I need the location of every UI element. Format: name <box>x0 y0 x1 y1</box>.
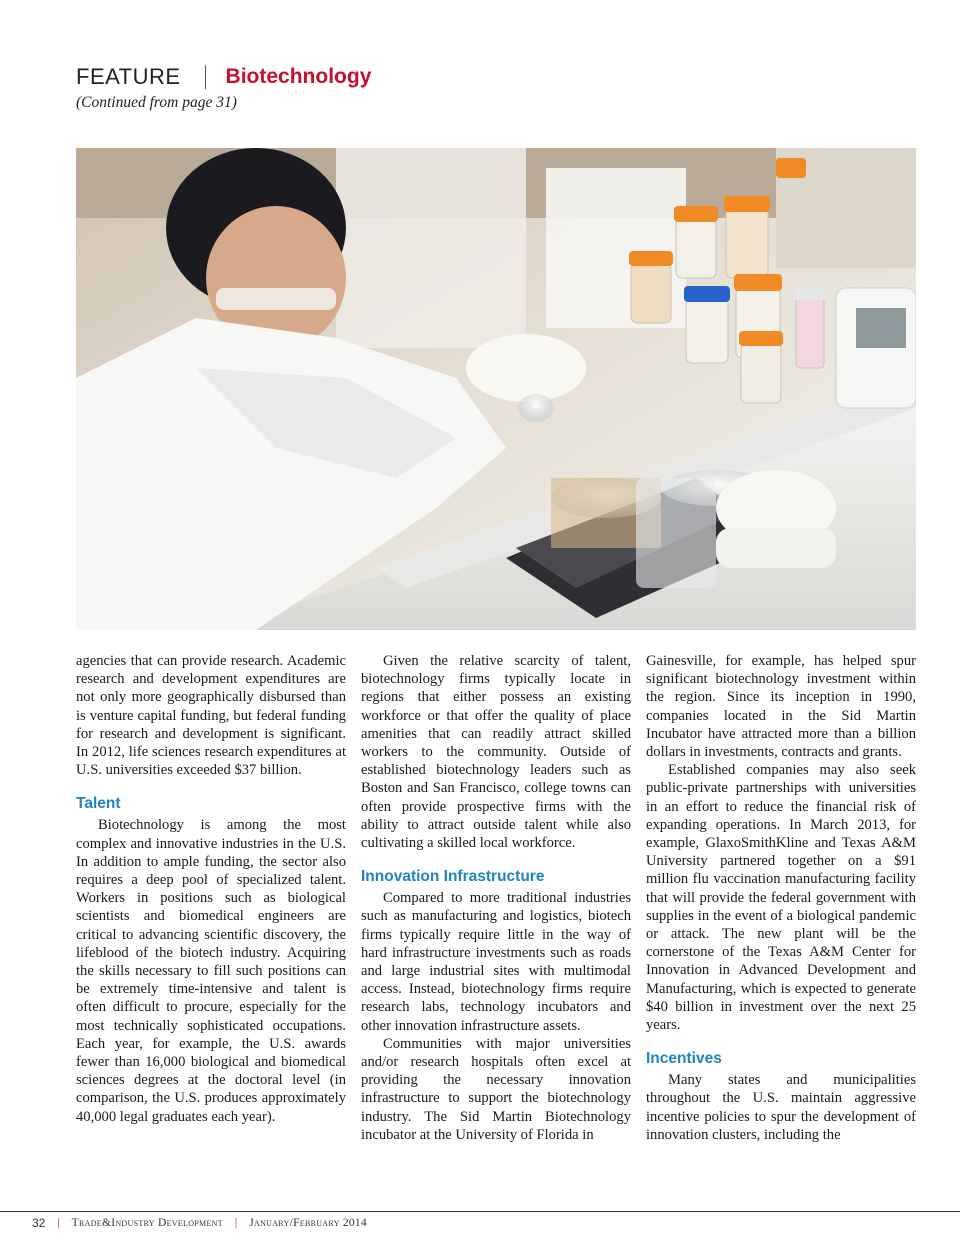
paragraph: agencies that can provide research. Academic research and development expenditures are not only more geographically disbursed than is venture capital funding, but federal funding for research and development is significant. In 2012, life sciences research expenditures at U.S. universities exceeded $37 billion. <box>76 653 346 779</box>
section-label: FEATURE <box>76 64 181 89</box>
footer-rule <box>0 1211 960 1212</box>
article-column-1 <box>76 652 346 1126</box>
footer-separator: | <box>234 1217 238 1229</box>
issue-date: January/February 2014 <box>249 1217 368 1229</box>
topic-title: Biotechnology <box>225 65 372 88</box>
section-heading-incentives: Incentives <box>646 1050 722 1068</box>
lab-scientist-photo <box>76 148 916 630</box>
header-divider <box>205 65 206 89</box>
paragraph: Established companies may also seek public-private partnerships with universities in an effort to reduce the financial risk of expanding operations. In March 2013, for example, GlaxoSmithKline and Texas A&M University partnered together on a $91 million flu vaccination manufacturing facility that will provide the federal government with supplies in the event of a biological pandemic or attack. The new plant will be the cornerstone of the Texas A&M Center for Innovation in Advanced Development and Manufacturing, which is expected to generate $40 billion in investment over the next 25 years. <box>646 762 916 1034</box>
section-heading-talent: Talent <box>76 795 121 813</box>
paragraph: Compared to more traditional industries such as manufacturing and logistics, biotech firms typically require little in the way of hard infrastructure investments such as roads and large industrial sites with multimodal access. Instead, biotechnology firms require research labs, technology incubators and other innovation infrastructure assets. <box>361 890 631 1034</box>
page-footer <box>32 1216 367 1230</box>
photo-illustration <box>76 148 916 630</box>
paragraph: Biotechnology is among the most complex and innovative industries in the U.S. In addition to ample funding, the sector also requires a deep pool of specialized talent. Workers in positions such as biological scientists and biomedical engineers are critical to advancing scientific discovery, the lifeblood of the biotech industry. Acquiring the skills necessary to fill such positions can be extremely time-intensive and talent is often difficult to procure, especially for the most technically sophisticated occupations. Each year, for example, the U.S. awards fewer than 16,000 biological and biomedical sciences degrees at the doctoral level (in comparison, the U.S. produces approximately 40,000 legal graduates each year). <box>76 817 346 1125</box>
article-column-3 <box>646 652 916 1144</box>
continued-note: (Continued from page 31) <box>76 94 237 111</box>
page-header <box>76 62 371 92</box>
paragraph: Gainesville, for example, has helped spur significant biotechnology investment within the region. Since its inception in 1990, companies located in the Sid Martin Incubator have attracted more than a billion dollars in investments, contracts and grants. <box>646 653 916 761</box>
paragraph: Given the relative scarcity of talent, biotechnology firms typically locate in regions that either possess an existing workforce or that offer the quality of place amenities that can readily attract skilled workers to the community. Outside of established biotechnology leaders such as Boston and San Francisco, college towns can often provide prospective firms with the ability to attract outside talent while also cultivating a skilled local workforce. <box>361 653 631 852</box>
paragraph: Many states and municipalities throughout the U.S. maintain aggressive incentive policies to spur the development of innovation clusters, including the <box>646 1072 916 1143</box>
publication-name: Trade&Industry Development <box>71 1217 223 1229</box>
paragraph: Communities with major universities and/or research hospitals often excel at providing the necessary innovation infrastructure to support the biotechnology industry. The Sid Martin Biotechnology incubator at the University of Florida in <box>361 1035 631 1143</box>
page-number: 32 <box>32 1216 46 1230</box>
article-column-2 <box>361 652 631 1144</box>
footer-separator: | <box>57 1217 60 1229</box>
section-heading-innovation-infrastructure: Innovation Infrastructure <box>361 868 545 886</box>
